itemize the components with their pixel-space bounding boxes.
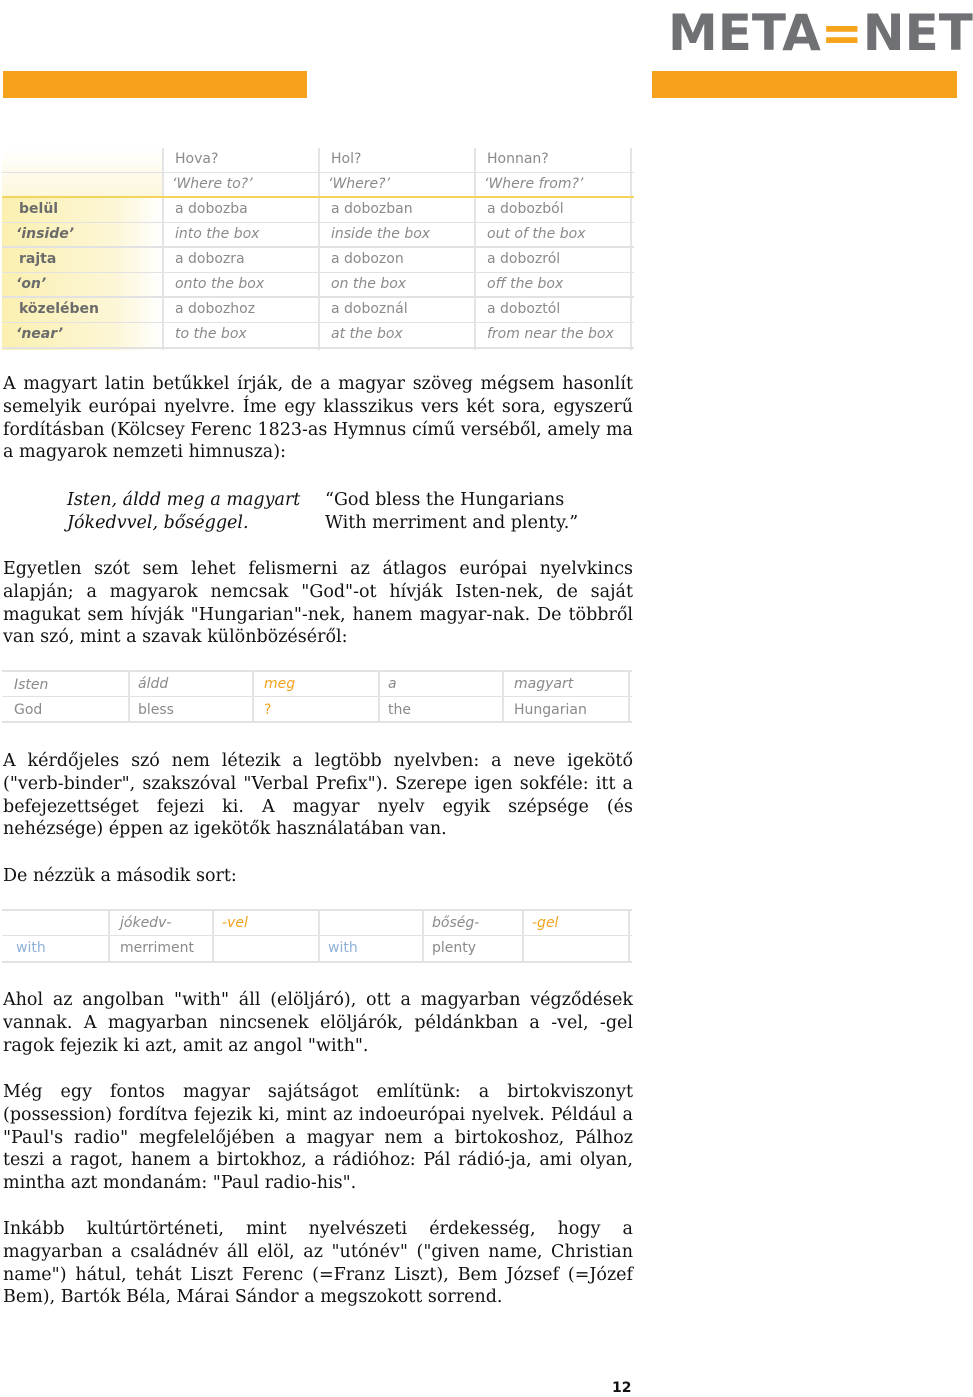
table-cell: a doboznál xyxy=(331,301,408,317)
paragraph-names: Inkább kultúrtörténeti, mint nyelvészeti érdekesség, hogy a magyarban a családnév áll elöl, az "utónév" ("given name, Christian name") hátul, tehát Liszt Ferenc (=Franz Liszt), Bem József (=Józef Bem), Bartók Béla, Márai Sándor a megszokott sorrend. xyxy=(3,1219,633,1308)
gloss-en: ? xyxy=(264,702,272,718)
gloss-hu: -gel xyxy=(532,915,559,931)
table-cell: from near the box xyxy=(487,326,614,342)
table-cell: inside the box xyxy=(331,226,431,242)
poem-hu-line-1: Isten, áldd meg a magyart xyxy=(67,490,301,510)
paragraph-words: Egyetlen szót sem lehet felismerni az átlagos európai nyelvkincs alapján; a magyarok nemcsak "God"-ot hívják Isten-nek, de saját magukat sem hívják "Hungarian"-nek, hanem magyar-nak. De többről van szó, mint a szavak különbözéséről: xyxy=(3,559,633,648)
header-en-2: ‘Where?’ xyxy=(328,176,391,192)
row-label-hu: közelében xyxy=(19,301,99,317)
table-cell: to the box xyxy=(175,326,247,342)
spatial-case-table xyxy=(2,148,634,350)
paragraph-possession: Még egy fontos magyar sajátságot említünk: a birtokviszonyt (possession) fordítva fejezik ki, mint az indoeurópai nyelvek. Például a "Paul's radio" megfelelőjében a magyar nem a birtokoshoz, Pálhoz teszi a ragot, hanem a birtokhoz, a rádióhoz: Pál rádió-ja, ami olyan, mintha azt mondanám: "Paul radio-his". xyxy=(3,1082,633,1194)
paragraph-verbal-prefix: A kérdőjeles szó nem létezik a legtöbb nyelvben: a neve igekötő ("verb-binder", szakszóval "Verbal Prefix"). Szerepe igen sokféle: itt a befejezettséget fejezi ki. A magyar nyelv egyik szépsége (és nehézsége) éppen az igekötők használatában van. xyxy=(3,751,633,840)
gloss-hu: jókedv- xyxy=(120,915,172,931)
paragraph-second-line: De nézzük a második sort: xyxy=(3,866,237,886)
row-label-hu: belül xyxy=(19,201,59,217)
gloss-hu: Isten xyxy=(14,677,49,693)
table-cell: into the box xyxy=(175,226,260,242)
gloss-hu: a xyxy=(388,676,397,692)
table-cell: off the box xyxy=(487,276,564,292)
gloss-en: God xyxy=(14,702,43,718)
gloss-en: with xyxy=(16,940,46,956)
gloss-en: with xyxy=(328,940,358,956)
word-gloss-table-2 xyxy=(2,907,632,965)
table-cell: a dobozhoz xyxy=(175,301,256,317)
header-bar-right xyxy=(652,71,957,98)
gloss-en: the xyxy=(388,702,411,718)
gloss-hu: áldd xyxy=(138,676,169,692)
table-cell: a dobozba xyxy=(175,201,248,217)
table-cell: at the box xyxy=(331,326,403,342)
table-cell: on the box xyxy=(331,276,407,292)
table-cell: a doboztól xyxy=(487,301,561,317)
table-cell: a dobozból xyxy=(487,201,564,217)
gloss-en: bless xyxy=(138,702,174,718)
poem-en-line-2: With merriment and plenty.” xyxy=(325,513,579,533)
table-cell: a dobozról xyxy=(487,251,561,267)
paragraph-prepositions: Ahol az angolban "with" áll (elöljáró), ott a magyarban végződések vannak. A magyarban nincsenek elöljárók, példánkban a -vel, -gel ragok fejezik ki azt, amit az angol "with". xyxy=(3,990,633,1056)
gloss-hu: -vel xyxy=(222,915,248,931)
gloss-hu: bőség- xyxy=(432,915,480,931)
gloss-en: plenty xyxy=(432,940,477,956)
row-label-en: ‘near’ xyxy=(16,326,64,342)
header-en-3: ‘Where from?’ xyxy=(484,176,584,192)
table-cell: out of the box xyxy=(487,226,586,242)
row-label-hu: rajta xyxy=(19,251,57,267)
page-number: 12 xyxy=(612,1380,632,1396)
gloss-hu: meg xyxy=(264,676,296,692)
table-cell: a dobozon xyxy=(331,251,404,267)
table-cell: a dobozra xyxy=(175,251,245,267)
gloss-en: merriment xyxy=(120,940,195,956)
header-hu-1: Hova? xyxy=(175,151,219,167)
poem-en-line-1: “God bless the Hungarians xyxy=(325,490,565,510)
header-en-1: ‘Where to?’ xyxy=(172,176,253,192)
gloss-en: Hungarian xyxy=(514,702,587,718)
row-label-en: ‘inside’ xyxy=(16,226,75,242)
header-bar-left xyxy=(3,71,307,98)
paragraph-intro: A magyart latin betűkkel írják, de a magyar szöveg mégsem hasonlít semelyik európai nyelvre. Íme egy klasszikus vers két sora, egyszerű fordításban (Kölcsey Ferenc 1823-as Hymnus című verséből, amely ma a magyarok nemzeti himnusza): xyxy=(3,374,633,463)
word-gloss-table-1 xyxy=(2,670,632,724)
header-hu-2: Hol? xyxy=(331,151,362,167)
meta-net-logo: META=NET xyxy=(668,4,973,62)
header-hu-3: Honnan? xyxy=(487,151,549,167)
row-label-en: ‘on’ xyxy=(16,276,47,292)
poem-hu-line-2: Jókedvvel, bőséggel. xyxy=(67,513,249,533)
table-cell: a dobozban xyxy=(331,201,413,217)
table-cell: onto the box xyxy=(175,276,265,292)
gloss-hu: magyart xyxy=(514,676,574,692)
